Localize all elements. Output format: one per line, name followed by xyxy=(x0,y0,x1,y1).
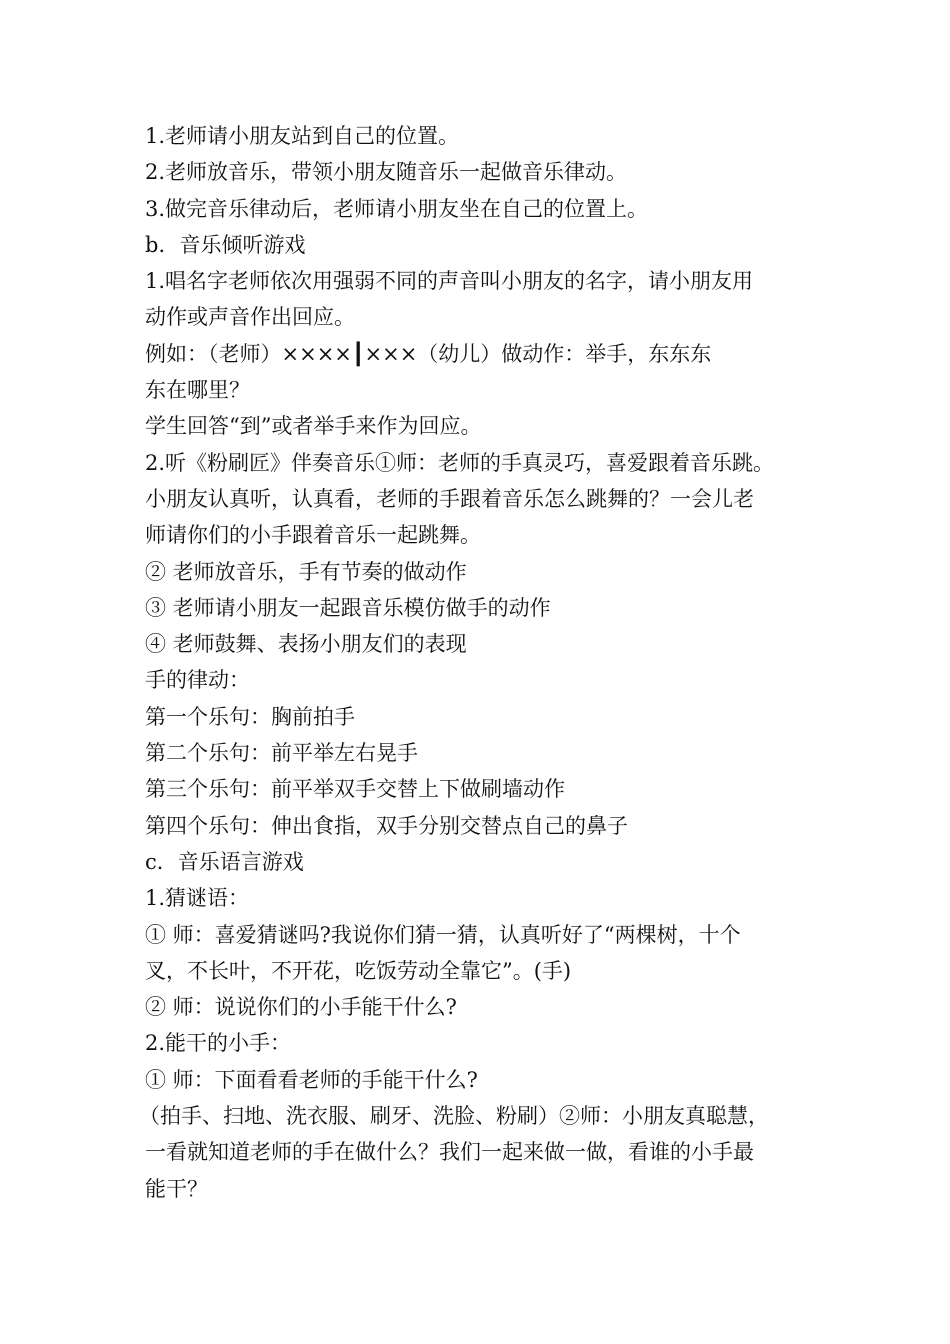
section-heading: b．音乐倾听游戏 xyxy=(145,232,306,257)
text-line: 例如：（老师）××××┃×××（幼儿）做动作：举手，东东东 xyxy=(145,341,712,366)
text-line: 第四个乐句：伸出食指，双手分别交替点自己的鼻子 xyxy=(145,813,628,838)
document-body xyxy=(139,118,825,1207)
text-line: 东在哪里？ xyxy=(145,378,250,403)
text-line: ④ 老师鼓舞、表扬小朋友们的表现 xyxy=(145,632,467,657)
text-line: 学生回答“到”或者举手来作为回应。 xyxy=(145,414,482,439)
text-line: ② 老师放音乐，手有节奏的做动作 xyxy=(145,559,467,584)
text-line: 2.老师放音乐，带领小朋友随音乐一起做音乐律动。 xyxy=(145,160,628,185)
text-line: 1.老师请小朋友站到自己的位置。 xyxy=(145,124,460,148)
text-line: 第三个乐句：前平举双手交替上下做刷墙动作 xyxy=(145,777,565,802)
text-line: 能干？ xyxy=(145,1176,208,1201)
section-heading: c．音乐语言游戏 xyxy=(145,849,304,874)
text-line: 2.听《粉刷匠》伴奏音乐①师：老师的手真灵巧，喜爱跟着音乐跳。 xyxy=(145,450,775,475)
text-line: 1.唱名字老师依次用强弱不同的声音叫小朋友的名字，请小朋友用 xyxy=(145,269,754,294)
text-line: 1.猜谜语： xyxy=(145,886,250,911)
text-line: 第一个乐句：胸前拍手 xyxy=(145,704,355,729)
text-line: 手的律动： xyxy=(145,668,250,693)
text-line: ③ 老师请小朋友一起跟音乐模仿做手的动作 xyxy=(145,595,551,620)
text-line: 一看就知道老师的手在做什么？我们一起来做一做，看谁的小手最 xyxy=(145,1140,754,1165)
text-line: 动作或声音作出回应。 xyxy=(145,305,355,330)
text-line: 师请你们的小手跟着音乐一起跳舞。 xyxy=(145,523,481,548)
text-line: 叉，不长叶，不开花，吃饭劳动全靠它”。(手) xyxy=(145,958,572,983)
text-line: 小朋友认真听，认真看，老师的手跟着音乐怎么跳舞的？一会儿老 xyxy=(145,486,754,511)
text-line: ① 师：喜爱猜谜吗?我说你们猜一猜，认真听好了“两棵树，十个 xyxy=(145,922,741,947)
text-line: 2.能干的小手： xyxy=(145,1031,292,1056)
text-line: ② 师：说说你们的小手能干什么? xyxy=(145,995,457,1020)
text-line: （拍手、扫地、洗衣服、刷牙、洗脸、粉刷）②师：小朋友真聪慧， xyxy=(139,1104,769,1129)
text-line: 3.做完音乐律动后，老师请小朋友坐在自己的位置上。 xyxy=(145,196,649,221)
text-line: 第二个乐句：前平举左右晃手 xyxy=(145,741,418,766)
text-line: ① 师：下面看看老师的手能干什么? xyxy=(145,1067,478,1092)
